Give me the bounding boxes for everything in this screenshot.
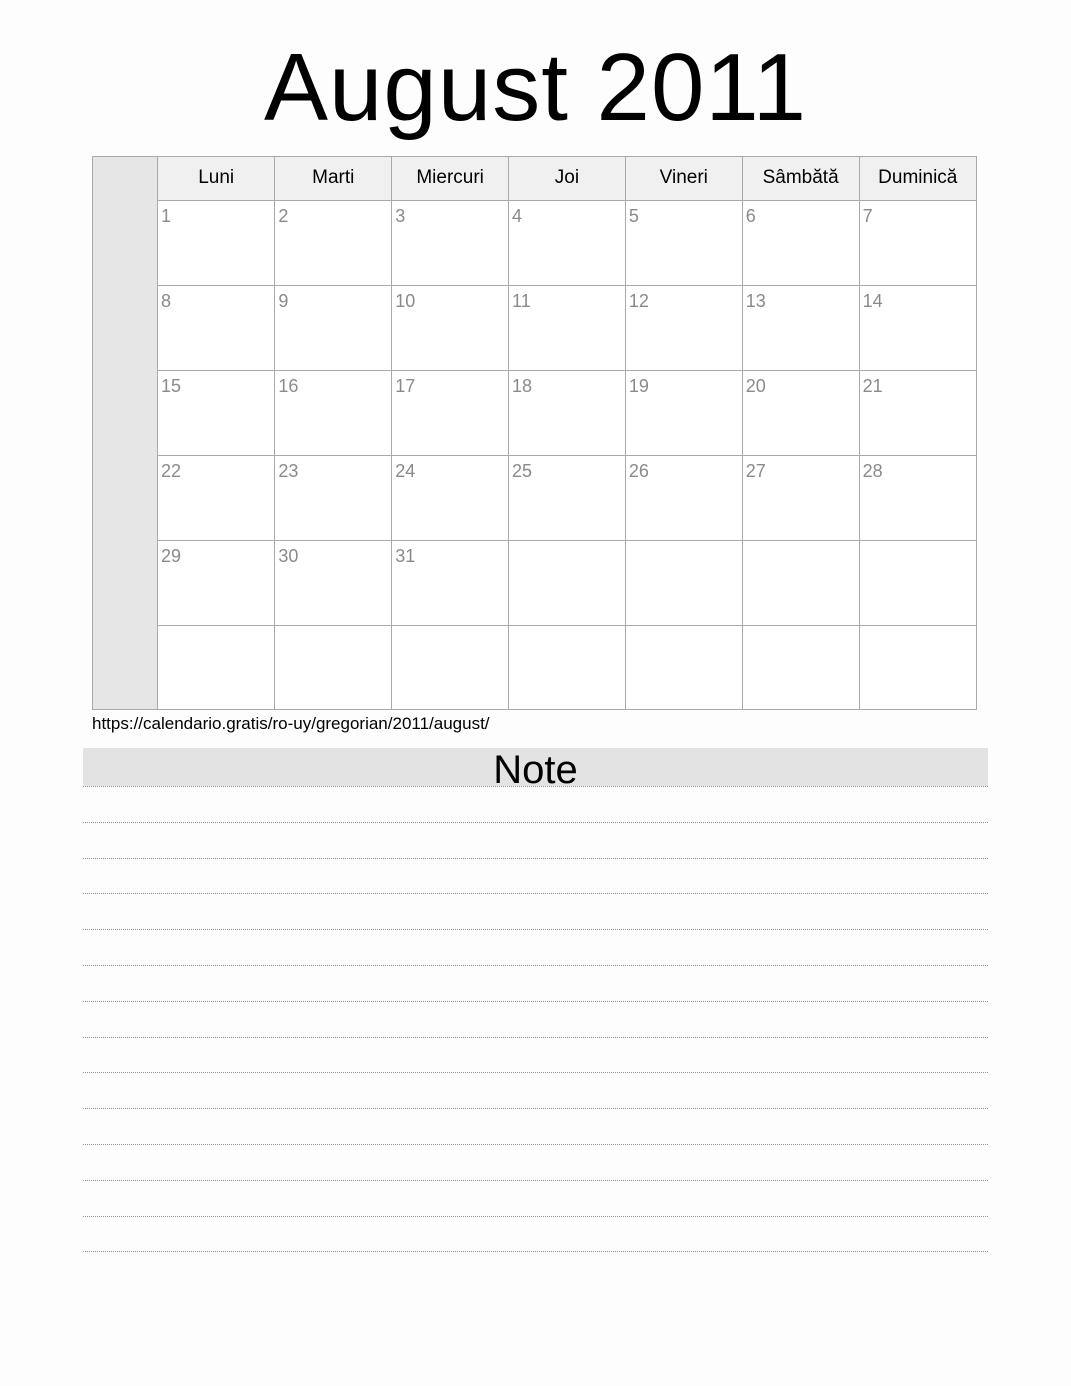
day-number: 17 — [395, 375, 416, 396]
day-number — [509, 626, 625, 630]
day-number — [275, 626, 391, 630]
day-number: 26 — [628, 460, 649, 481]
day-number: 15 — [161, 375, 182, 396]
day-cell[interactable] — [625, 370, 742, 455]
day-cell[interactable] — [158, 370, 275, 455]
note-line[interactable] — [83, 929, 988, 930]
day-cell[interactable] — [509, 625, 626, 710]
weekday-header: Vineri — [625, 157, 742, 200]
day-number: 23 — [278, 460, 299, 481]
note-line[interactable] — [83, 1144, 988, 1145]
day-cell[interactable] — [742, 200, 859, 285]
weekday-header: Duminică — [859, 157, 976, 200]
note-line[interactable] — [83, 1180, 988, 1181]
day-number — [509, 541, 625, 545]
day-cell[interactable] — [158, 625, 275, 710]
weekday-header: Miercuri — [392, 157, 509, 200]
day-number: 13 — [745, 290, 766, 311]
day-cell[interactable] — [509, 455, 626, 540]
day-cell[interactable] — [275, 540, 392, 625]
note-line[interactable] — [83, 1216, 988, 1217]
day-cell[interactable] — [859, 625, 976, 710]
day-cell[interactable] — [275, 285, 392, 370]
day-number: 2 — [278, 205, 289, 226]
week-row — [158, 285, 976, 370]
day-number: 25 — [512, 460, 533, 481]
week-row — [158, 540, 976, 625]
weekday-header: Luni — [158, 157, 275, 200]
day-number: 30 — [278, 545, 299, 566]
day-number: 19 — [628, 375, 649, 396]
day-cell[interactable] — [742, 540, 859, 625]
day-cell[interactable] — [859, 540, 976, 625]
day-cell[interactable] — [392, 285, 509, 370]
note-line[interactable] — [83, 893, 988, 894]
day-cell[interactable] — [625, 285, 742, 370]
source-url: https://calendario.gratis/ro-uy/gregorian/2011/august/ — [92, 714, 490, 733]
day-cell[interactable] — [392, 625, 509, 710]
day-number: 24 — [395, 460, 416, 481]
day-number: 4 — [512, 205, 523, 226]
day-cell[interactable] — [392, 455, 509, 540]
day-number: 12 — [628, 290, 649, 311]
day-cell[interactable] — [859, 200, 976, 285]
week-row — [158, 370, 976, 455]
day-number: 9 — [278, 290, 289, 311]
day-cell[interactable] — [625, 200, 742, 285]
day-cell[interactable] — [742, 285, 859, 370]
week-row — [158, 200, 976, 285]
week-side-column — [93, 157, 158, 709]
day-number: 16 — [278, 375, 299, 396]
day-cell[interactable] — [625, 540, 742, 625]
calendar-table — [158, 157, 976, 710]
day-number: 27 — [745, 460, 766, 481]
calendar-grid — [92, 156, 977, 710]
note-line[interactable] — [83, 1108, 988, 1109]
day-cell[interactable] — [742, 370, 859, 455]
day-number: 8 — [161, 290, 172, 311]
day-cell[interactable] — [509, 540, 626, 625]
weekday-header: Joi — [509, 157, 626, 200]
weekday-header: Sâmbătă — [742, 157, 859, 200]
weekday-header: Marti — [275, 157, 392, 200]
day-number: 22 — [161, 460, 182, 481]
note-line[interactable] — [83, 822, 988, 823]
day-number: 29 — [161, 545, 182, 566]
day-number: 31 — [395, 545, 416, 566]
notes-heading: Note — [83, 748, 988, 786]
day-cell[interactable] — [625, 625, 742, 710]
day-number — [743, 626, 859, 630]
page-title: August 2011 — [264, 34, 807, 141]
day-cell[interactable] — [509, 200, 626, 285]
day-cell[interactable] — [275, 455, 392, 540]
day-cell[interactable] — [158, 455, 275, 540]
day-number: 6 — [745, 205, 756, 226]
note-line[interactable] — [83, 1251, 988, 1252]
note-line[interactable] — [83, 965, 988, 966]
day-number: 11 — [512, 290, 531, 311]
weekday-header-row — [158, 157, 976, 200]
note-line[interactable] — [83, 1072, 988, 1073]
day-number: 18 — [512, 375, 533, 396]
day-number: 10 — [395, 290, 416, 311]
day-number — [743, 541, 859, 545]
note-line[interactable] — [83, 858, 988, 859]
note-line[interactable] — [83, 1037, 988, 1038]
day-cell[interactable] — [158, 200, 275, 285]
week-row — [158, 625, 976, 710]
note-line[interactable] — [83, 1001, 988, 1002]
day-number: 14 — [862, 290, 883, 311]
day-number — [158, 626, 274, 630]
day-cell[interactable] — [158, 285, 275, 370]
day-cell[interactable] — [275, 370, 392, 455]
day-number — [860, 541, 976, 545]
note-line[interactable] — [83, 786, 988, 787]
day-number: 7 — [862, 205, 873, 226]
day-number: 28 — [862, 460, 883, 481]
day-cell[interactable] — [742, 625, 859, 710]
day-cell[interactable] — [392, 200, 509, 285]
day-cell[interactable] — [392, 540, 509, 625]
day-number — [626, 541, 742, 545]
day-number: 1 — [161, 205, 172, 226]
day-cell[interactable] — [275, 200, 392, 285]
day-cell[interactable] — [509, 285, 626, 370]
day-cell[interactable] — [742, 455, 859, 540]
day-cell[interactable] — [859, 370, 976, 455]
week-row — [158, 455, 976, 540]
day-cell[interactable] — [158, 540, 275, 625]
day-cell[interactable] — [509, 370, 626, 455]
day-cell[interactable] — [275, 625, 392, 710]
day-number: 5 — [628, 205, 639, 226]
day-number: 21 — [862, 375, 883, 396]
day-number — [860, 626, 976, 630]
day-number: 3 — [395, 205, 406, 226]
day-cell[interactable] — [625, 455, 742, 540]
day-number — [626, 626, 742, 630]
day-cell[interactable] — [859, 455, 976, 540]
day-cell[interactable] — [859, 285, 976, 370]
day-number — [392, 626, 508, 630]
day-number: 20 — [745, 375, 766, 396]
day-cell[interactable] — [392, 370, 509, 455]
